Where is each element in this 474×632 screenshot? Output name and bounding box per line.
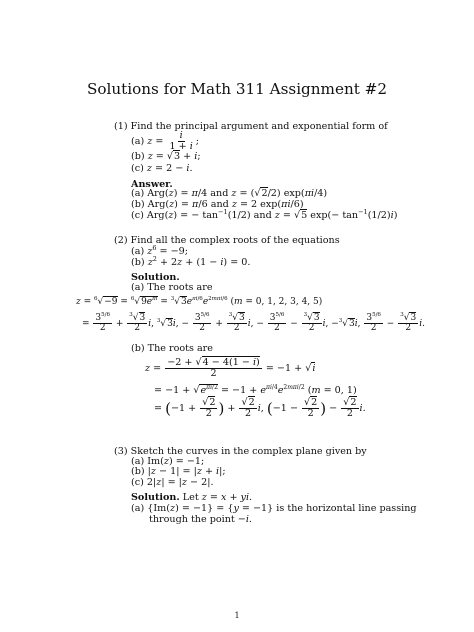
q3-answer-a-line-2: through the point −i. — [149, 514, 252, 525]
q3-solution-heading: Solution. — [131, 492, 180, 503]
q1-part-a: (a) z = $\frac{i}{1 + i}$ ; — [131, 130, 200, 153]
q3-part-b: (b) |z − 1| = |z + i|; — [131, 466, 226, 477]
q3-solution-line: Solution. Let z = x + yi. — [131, 492, 253, 503]
q2-b-equation-3: = (−1 + $\frac{√2}{2}$ ) + $\frac{√2}{2}$ i, (−1 − $\frac{√2}{2}$ ) − $\frac{√2}{2}$ i. — [154, 397, 366, 420]
q1-answer-heading: Answer. — [131, 179, 173, 190]
page-title: Solutions for Math 311 Assignment #2 — [86, 80, 388, 98]
q2-b-equation-2: = $-1 + √e^{\pi i/2} = -1 + e^{\pi i/4}e^{2m\pi i/2}$ (m = 0, 1) — [154, 384, 357, 397]
q2-a-equation-1: $z = ^6√-9 = ^6√9e^{\pi i} = ^3√3e^{\pi i/6}e^{2m\pi i/6}$ (m = 0, 1, 2, 3, 4, 5) — [76, 296, 323, 307]
q1-part-c: (c) z = 2 − i. — [131, 163, 193, 174]
q1-answer-c: (c) Arg(z) = − $\tan^{-1}(1/2)$ and z = √5 $\exp(- \tan^{-1}(1/2)i)$ — [131, 208, 398, 222]
q2-part-b: (b) $z^2 + 2z + (1 - i) = 0$. — [131, 255, 251, 269]
q3-part-c: (c) 2|z| = |z − 2|. — [131, 477, 214, 488]
q2-a-equation-2: = $\frac{3^{5/6}}{2}$ + $\frac{^3√3}{2}$ i, $^3$√3i, − $\frac{3^{5/6}}{2}$ + $\frac{^3√3}{2}$ i, − $\frac{3^{5/6}}{2}$ − $\frac{^3√3}{2}$ i, −$^3$√3i, $\frac{3^{5/6}}{2}$ − $\frac{^3√3}{2}$ i. — [82, 312, 425, 334]
q2-b-roots: (b) The roots are — [131, 343, 213, 354]
q1-answer-a: (a) Arg(z) = π/4 and z = (√2/2) exp(πi/4) — [131, 188, 328, 199]
q3-prompt: (3) Sketch the curves in the complex plane given by — [114, 446, 367, 457]
q2-part-a: (a) $z^6 = -9$; — [131, 244, 188, 258]
q2-solution-heading: Solution. — [131, 272, 180, 283]
q2-a-roots: (a) The roots are — [131, 282, 213, 293]
q1-answer-b: (b) Arg(z) = π/6 and z = 2 exp(πi/6) — [131, 199, 304, 210]
q3-answer-a-line-1: (a) {Im(z) = −1} = {y = −1} is the horizontal line passing — [131, 503, 417, 514]
q1-part-b: (b) z = √3 + i; — [131, 151, 201, 162]
q1-fraction: $\frac{i}{1 + i}$ — [169, 130, 193, 153]
page-number: 1 — [234, 611, 240, 620]
q2-b-equation-1: z = $\frac{-2 + √4 - 4(1 - i)}{2}$ = −1 + √i — [145, 357, 316, 380]
q1-prompt: (1) Find the principal argument and exponential form of — [114, 121, 388, 132]
q2-prompt: (2) Find all the complex roots of the equations — [114, 235, 340, 246]
q3-part-a: (a) Im(z) = −1; — [131, 456, 205, 467]
